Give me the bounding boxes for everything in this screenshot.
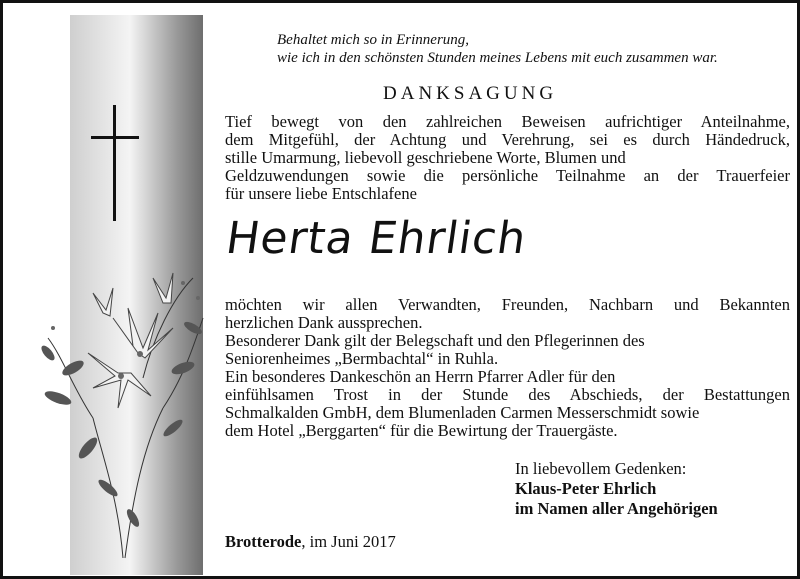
place-name: Brotterode xyxy=(225,532,302,551)
motto-quote xyxy=(277,31,777,67)
intro-line: dem Mitgefühl, der Achtung und Verehrung, sei es durch Händedruck, xyxy=(225,130,790,149)
thanks-line: herzlichen Dank aussprechen. xyxy=(225,313,423,332)
thanks-line: Seniorenheimes „Bermbachtal“ in Ruhla. xyxy=(225,349,499,368)
date-text: , im Juni 2017 xyxy=(301,532,396,551)
motto-line-2: wie ich in den schönsten Stunden meines Lebens mit euch zusammen war. xyxy=(277,50,718,66)
signer-name: Klaus-Peter Ehrlich xyxy=(515,479,657,498)
thanks-line: Besonderer Dank gilt der Belegschaft und den Pflegerinnen des xyxy=(225,331,645,350)
thanks-line: einfühlsamen Trost in der Stunde des Abschieds, der Bestattungen xyxy=(225,385,790,404)
intro-line: Geldzuwendungen sowie die persönliche Teilnahme an der Trauerfeier xyxy=(225,166,790,185)
thanks-line: Ein besonderes Dankeschön an Herrn Pfarrer Adler für den xyxy=(225,367,616,386)
motto-line-1: Behaltet mich so in Erinnerung, xyxy=(277,32,470,48)
closing-greeting: In liebevollem Gedenken: xyxy=(515,459,687,478)
place-date xyxy=(225,532,396,552)
heading-danksagung: DANKSAGUNG xyxy=(383,83,558,104)
thanks-line: dem Hotel „Berggarten“ für die Bewirtung der Trauergäste. xyxy=(225,421,618,440)
intro-line: Tief bewegt von den zahlreichen Beweisen aufrichtiger Anteilnahme, xyxy=(225,112,790,131)
deceased-name: Herta Ehrlich xyxy=(223,213,530,264)
intro-line: stille Umarmung, liebevoll geschriebene Worte, Blumen und xyxy=(225,148,626,167)
thanks-line: möchten wir allen Verwandten, Freunden, Nachbarn und Bekannten xyxy=(225,295,790,314)
intro-paragraph xyxy=(225,113,790,203)
thanks-line: Schmalkalden GmbH, dem Blumenladen Carmen Messerschmidt sowie xyxy=(225,403,700,422)
intro-line: für unsere liebe Entschlafene xyxy=(225,184,417,203)
cross-icon xyxy=(91,105,139,221)
closing-block xyxy=(515,459,718,519)
lily-flowers-icon xyxy=(33,258,208,563)
signer-family: im Namen aller Angehörigen xyxy=(515,499,718,518)
thanks-paragraph xyxy=(225,296,790,440)
